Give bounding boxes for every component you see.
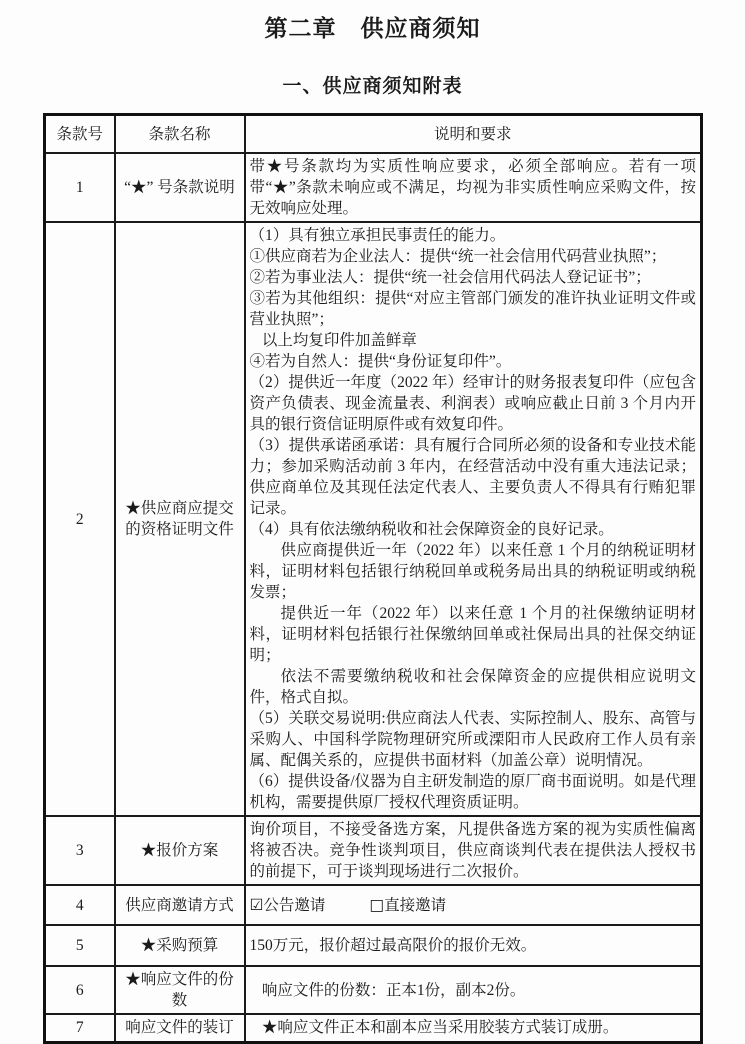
clause-no: 1 [45,153,115,222]
invite-option-public [250,897,326,914]
clause-paragraph: 响应文件的份数：正本1份，副本2份。 [261,981,526,999]
table-row-clause-7 [45,1014,702,1042]
clause-paragraph: 带★号条款均为实质性响应要求，必须全部响应。若有一项带“★”条款未响应或不满足，均视为非实质性响应采购文件，按无效响应处理。 [249,158,696,217]
checkbox-label: 公告邀请 [263,896,326,914]
checkbox-label: 直接邀请 [384,896,447,914]
clause-paragraph: （3）提供承诺函承诺：具有履行合同所必须的设备和专业技术能力；参加采购活动前 3 年内，在经营活动中没有重大违法记录；供应商单位及其现任法定代表人、主要负责人不得具有行贿犯罪记录。 [249,437,696,517]
clause-no: 3 [45,816,115,885]
table-row-clause-1 [45,153,702,222]
clause-no: 4 [45,885,115,925]
clause-paragraph: 依法不需要缴纳税收和社会保障资金的应提供相应说明文件，格式自拟。 [249,668,696,706]
checkbox-checked-icon: ☑ [249,895,264,914]
table-row-clause-4 [45,885,702,925]
table-row-clause-2 [45,222,702,816]
clause-paragraph: ★响应文件正本和副本应当采用胶装方式装订成册。 [261,1019,619,1037]
clause-paragraph: 150万元，报价超过最高限价的报价无效。 [249,937,537,954]
clause-paragraph: 以上均复印件加盖鲜章 [261,332,417,349]
clause-name: 响应文件的装订 [115,1014,245,1042]
page-subtitle: 一、供应商须知附表 [282,76,463,97]
clause-paragraph: ④若为自然人：提供“身份证复印件”。 [249,353,512,370]
clause-name: ★报价方案 [115,816,245,885]
table-header-row [45,115,702,154]
clause-paragraph: 提供近一年（2022 年）以来任意 1 个月的社保缴纳证明材料，证明材料包括银行社保缴纳回单或社保局出具的社保交纳证明； [249,605,696,664]
clause-paragraph: （4）具有依法缴纳税收和社会保障资金的良好记录。 [249,521,614,538]
clause-no: 6 [45,966,115,1014]
clause-paragraph: 询价项目，不接受备选方案，凡提供备选方案的视为实质性偏离将被否决。竞争性谈判项目，供应商谈判代表在提供法人授权书的前提下，可于谈判现场进行二次报价。 [249,821,696,880]
col-header-clause-name: 条款名称 [115,115,245,154]
clause-paragraph: ②若为事业法人：提供“统一社会信用代码法人登记证书”； [249,269,651,286]
clause-paragraph: （5）关联交易说明:供应商法人代表、实际控制人、股东、高管与采购人、中国科学院物理研究所或溧阳市人民政府工作人员有亲属、配偶关系的，应提供书面材料（加盖公章）说明情况。 [249,710,696,769]
clause-name: “★” 号条款说明 [115,153,245,222]
clause-no: 7 [45,1014,115,1042]
page-title: 第二章 供应商须知 [264,16,481,41]
col-header-clause-no: 条款号 [45,115,115,154]
clause-paragraph: 供应商提供近一年（2022 年）以来任意 1 个月的纳税证明材料，证明材料包括银行纳税回单或税务局出具的纳税证明或纳税发票； [249,542,696,601]
clause-name: 供应商邀请方式 [115,885,245,925]
clause-no: 5 [45,925,115,966]
document-page [0,10,745,1037]
clause-no: 2 [45,222,115,816]
clause-paragraph: ①供应商若为企业法人：提供“统一社会信用代码营业执照”； [249,248,667,265]
clause-paragraph: ③若为其他组织：提供“对应主管部门颁发的准许执业证明文件或营业执照”； [249,290,696,328]
table-row-clause-3 [45,816,702,885]
clause-name: ★响应文件的份数 [115,966,245,1014]
table-row-clause-5 [45,925,702,966]
invite-option-direct [369,897,446,914]
col-header-description: 说明和要求 [245,115,702,154]
clause-name: ★采购预算 [115,925,245,966]
clause-paragraph: （6）提供设备/仪器为自主研发制造的原厂商书面说明。如是代理机构，需要提供原厂授权代理资质证明。 [249,773,696,811]
supplier-notice-table [43,113,703,1044]
checkbox-unchecked-icon: □ [369,895,385,914]
clause-paragraph: （1）具有独立承担民事责任的能力。 [249,227,506,244]
clause-paragraph: （2）提供近一年度（2022 年）经审计的财务报表复印件（应包含资产负债表、现金流量表、利润表）或响应截止日前 3 个月内开具的银行资信证明原件或有效复印件。 [249,374,696,433]
clause-name: ★供应商应提交的资格证明文件 [115,222,245,816]
table-row-clause-6 [45,966,702,1014]
